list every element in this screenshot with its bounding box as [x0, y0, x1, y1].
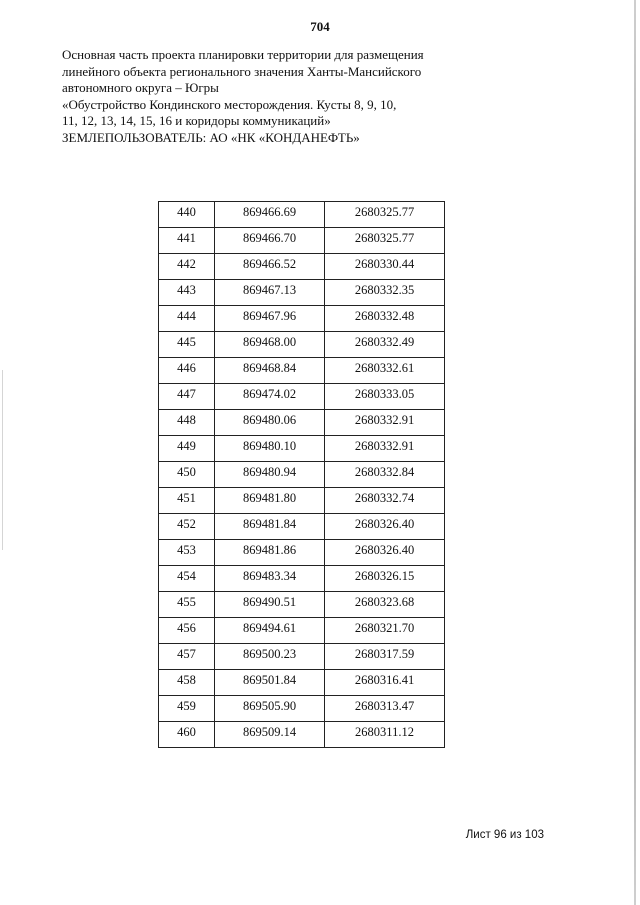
point-number-cell: 440 — [159, 202, 215, 228]
point-number-cell: 450 — [159, 462, 215, 488]
y-coordinate-cell: 2680321.70 — [325, 618, 445, 644]
land-user-line: ЗЕМЛЕПОЛЬЗОВАТЕЛЬ: АО «НК «КОНДАНЕФТЬ» — [62, 129, 360, 145]
y-coordinate-cell: 2680326.40 — [325, 514, 445, 540]
table-row — [159, 488, 445, 514]
point-number-cell: 455 — [159, 592, 215, 618]
table-row — [159, 618, 445, 644]
y-coordinate-cell: 2680330.44 — [325, 254, 445, 280]
x-coordinate-cell: 869467.96 — [215, 306, 325, 332]
point-number-cell: 445 — [159, 332, 215, 358]
y-coordinate-cell: 2680332.49 — [325, 332, 445, 358]
x-coordinate-cell: 869483.34 — [215, 566, 325, 592]
header-line: автономного округа – Югры — [62, 80, 219, 95]
x-coordinate-cell: 869466.52 — [215, 254, 325, 280]
table-row — [159, 462, 445, 488]
x-coordinate-cell: 869481.84 — [215, 514, 325, 540]
x-coordinate-cell: 869480.94 — [215, 462, 325, 488]
y-coordinate-cell: 2680332.48 — [325, 306, 445, 332]
header-line: Основная часть проекта планировки территории для размещения — [62, 47, 424, 62]
x-coordinate-cell: 869480.10 — [215, 436, 325, 462]
table-row — [159, 254, 445, 280]
x-coordinate-cell: 869509.14 — [215, 722, 325, 748]
point-number-cell: 449 — [159, 436, 215, 462]
x-coordinate-cell: 869500.23 — [215, 644, 325, 670]
scan-edge-left — [2, 370, 3, 550]
point-number-cell: 453 — [159, 540, 215, 566]
x-coordinate-cell: 869505.90 — [215, 696, 325, 722]
point-number-cell: 451 — [159, 488, 215, 514]
y-coordinate-cell: 2680326.40 — [325, 540, 445, 566]
coordinates-table-body — [159, 202, 445, 748]
table-row — [159, 306, 445, 332]
table-row — [159, 410, 445, 436]
y-coordinate-cell: 2680316.41 — [325, 670, 445, 696]
table-row — [159, 566, 445, 592]
y-coordinate-cell: 2680333.05 — [325, 384, 445, 410]
y-coordinate-cell: 2680325.77 — [325, 228, 445, 254]
y-coordinate-cell: 2680332.91 — [325, 410, 445, 436]
point-number-cell: 460 — [159, 722, 215, 748]
y-coordinate-cell: 2680332.35 — [325, 280, 445, 306]
table-row — [159, 280, 445, 306]
scan-edge-right — [634, 0, 636, 905]
x-coordinate-cell: 869480.06 — [215, 410, 325, 436]
table-row — [159, 592, 445, 618]
point-number-cell: 443 — [159, 280, 215, 306]
table-row — [159, 540, 445, 566]
point-number-cell: 447 — [159, 384, 215, 410]
header-line: «Обустройство Кондинского месторождения. Кусты 8, 9, 10, — [62, 96, 397, 112]
x-coordinate-cell: 869466.69 — [215, 202, 325, 228]
header-line: 11, 12, 13, 14, 15, 16 и коридоры коммуникаций» — [62, 113, 331, 128]
point-number-cell: 452 — [159, 514, 215, 540]
point-number-cell: 456 — [159, 618, 215, 644]
x-coordinate-cell: 869468.84 — [215, 358, 325, 384]
table-row — [159, 332, 445, 358]
y-coordinate-cell: 2680332.74 — [325, 488, 445, 514]
sheet-counter: Лист 96 из 103 — [465, 829, 544, 841]
table-row — [159, 644, 445, 670]
y-coordinate-cell: 2680313.47 — [325, 696, 445, 722]
y-coordinate-cell: 2680325.77 — [325, 202, 445, 228]
y-coordinate-cell: 2680326.15 — [325, 566, 445, 592]
document-header — [62, 47, 422, 146]
table-row — [159, 514, 445, 540]
y-coordinate-cell: 2680317.59 — [325, 644, 445, 670]
y-coordinate-cell: 2680332.61 — [325, 358, 445, 384]
table-row — [159, 384, 445, 410]
y-coordinate-cell: 2680323.68 — [325, 592, 445, 618]
coordinates-table — [158, 201, 445, 748]
point-number-cell: 446 — [159, 358, 215, 384]
x-coordinate-cell: 869467.13 — [215, 280, 325, 306]
x-coordinate-cell: 869468.00 — [215, 332, 325, 358]
x-coordinate-cell: 869494.61 — [215, 618, 325, 644]
x-coordinate-cell: 869481.80 — [215, 488, 325, 514]
point-number-cell: 458 — [159, 670, 215, 696]
point-number-cell: 444 — [159, 306, 215, 332]
y-coordinate-cell: 2680311.12 — [325, 722, 445, 748]
page-number: 704 — [310, 19, 330, 34]
table-row — [159, 202, 445, 228]
y-coordinate-cell: 2680332.84 — [325, 462, 445, 488]
x-coordinate-cell: 869466.70 — [215, 228, 325, 254]
x-coordinate-cell: 869474.02 — [215, 384, 325, 410]
y-coordinate-cell: 2680332.91 — [325, 436, 445, 462]
point-number-cell: 442 — [159, 254, 215, 280]
x-coordinate-cell: 869490.51 — [215, 592, 325, 618]
table-row — [159, 436, 445, 462]
x-coordinate-cell: 869501.84 — [215, 670, 325, 696]
point-number-cell: 441 — [159, 228, 215, 254]
table-row — [159, 722, 445, 748]
table-row — [159, 228, 445, 254]
table-row — [159, 670, 445, 696]
table-row — [159, 358, 445, 384]
point-number-cell: 457 — [159, 644, 215, 670]
point-number-cell: 459 — [159, 696, 215, 722]
table-row — [159, 696, 445, 722]
point-number-cell: 454 — [159, 566, 215, 592]
point-number-cell: 448 — [159, 410, 215, 436]
header-line: линейного объекта регионального значения Ханты-Мансийского — [62, 63, 422, 79]
x-coordinate-cell: 869481.86 — [215, 540, 325, 566]
